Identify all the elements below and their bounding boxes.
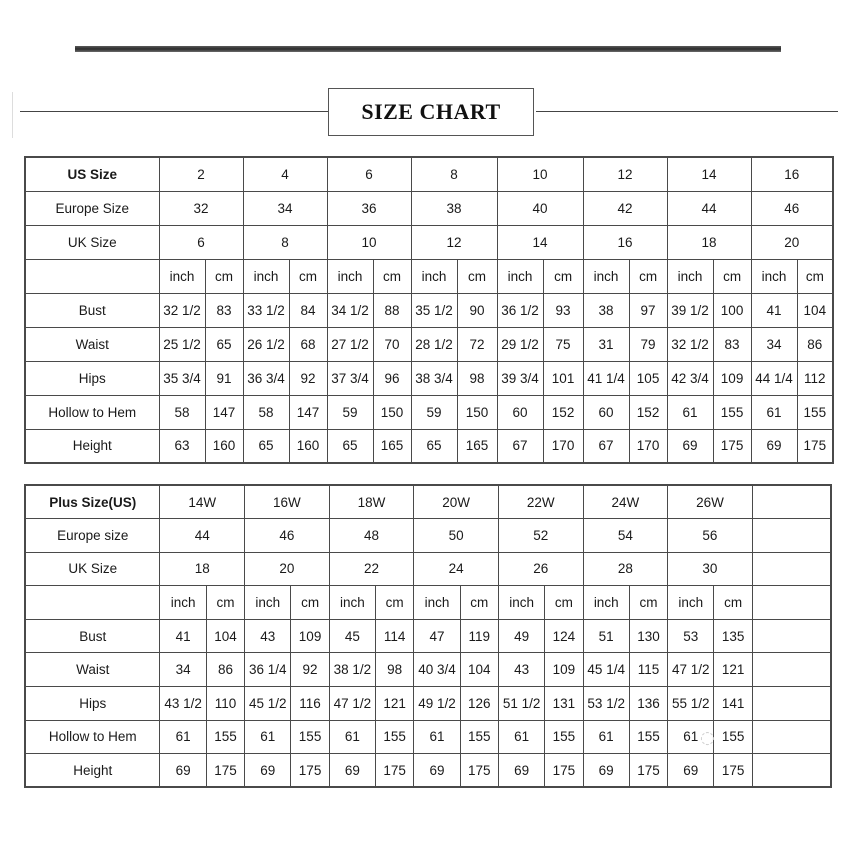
- measurement-value: 147: [205, 395, 243, 429]
- measurement-value: 175: [797, 429, 833, 463]
- measurement-value: 25 1/2: [159, 327, 205, 361]
- measurement-label: Hips: [25, 361, 159, 395]
- measurement-value: 104: [797, 293, 833, 327]
- measurement-value: 61: [583, 720, 629, 754]
- measurement-value: 27 1/2: [327, 327, 373, 361]
- measurement-value: 65: [327, 429, 373, 463]
- uk-size-cell: 28: [583, 552, 668, 586]
- measurement-value: 61: [414, 720, 460, 754]
- measurement-value: 69: [245, 754, 291, 788]
- unit-cm-cell: cm: [206, 586, 244, 620]
- uk-size-cell: 14: [497, 225, 583, 259]
- measurement-value: 119: [460, 619, 498, 653]
- measurement-value: 34: [751, 327, 797, 361]
- measurement-value: 65: [205, 327, 243, 361]
- measurement-value: 51: [583, 619, 629, 653]
- measurement-value: 152: [629, 395, 667, 429]
- uk-size-row: [25, 552, 831, 586]
- unit-cm-cell: cm: [460, 586, 498, 620]
- europe-size-cell: 54: [583, 519, 668, 553]
- measurement-value: 96: [373, 361, 411, 395]
- uk-size-cell: 8: [243, 225, 327, 259]
- measurement-row: [25, 619, 831, 653]
- measurement-value: 34: [160, 653, 206, 687]
- measurement-row: [25, 395, 833, 429]
- measurement-value: 160: [205, 429, 243, 463]
- size-header-cell: 6: [327, 157, 411, 191]
- measurement-value: 43: [245, 619, 291, 653]
- size-header-cell: 10: [497, 157, 583, 191]
- measurement-value: 90: [457, 293, 497, 327]
- measurement-value: 68: [289, 327, 327, 361]
- measurement-value: 155: [713, 395, 751, 429]
- blank-cell: [752, 586, 831, 620]
- measurement-label: Bust: [25, 293, 159, 327]
- measurement-value: 86: [797, 327, 833, 361]
- measurement-value: 65: [411, 429, 457, 463]
- blank-cell: [752, 619, 831, 653]
- europe-size-cell: 38: [411, 191, 497, 225]
- measurement-value: 155: [545, 720, 583, 754]
- europe-size-row: [25, 191, 833, 225]
- uk-size-cell: 18: [667, 225, 751, 259]
- blank-cell: [752, 754, 831, 788]
- size-row: [25, 157, 833, 191]
- unit-inch-cell: inch: [245, 586, 291, 620]
- measurement-value: 155: [797, 395, 833, 429]
- measurement-value: 175: [460, 754, 498, 788]
- europe-size-cell: 40: [497, 191, 583, 225]
- measurement-value: 165: [457, 429, 497, 463]
- measurement-value: 53: [668, 619, 714, 653]
- size-row: [25, 485, 831, 519]
- uk-size-label: UK Size: [25, 225, 159, 259]
- unit-inch-cell: inch: [159, 259, 205, 293]
- unit-inch-cell: inch: [498, 586, 544, 620]
- measurement-value: 59: [411, 395, 457, 429]
- top-decorative-band: [75, 46, 781, 52]
- measurement-label: Waist: [25, 653, 160, 687]
- measurement-value: 100: [713, 293, 751, 327]
- measurement-value: 38: [583, 293, 629, 327]
- uk-size-cell: 24: [414, 552, 499, 586]
- measurement-value: 155: [291, 720, 329, 754]
- measurement-value: 60: [497, 395, 543, 429]
- measurement-value: 26 1/2: [243, 327, 289, 361]
- europe-size-label: Europe Size: [25, 191, 159, 225]
- measurement-row: [25, 687, 831, 721]
- size-header-cell: 22W: [498, 485, 583, 519]
- measurement-value: 121: [714, 653, 752, 687]
- measurement-value: 70: [373, 327, 411, 361]
- measurement-value: 175: [291, 754, 329, 788]
- measurement-value: 98: [376, 653, 414, 687]
- unit-cm-cell: cm: [629, 586, 667, 620]
- measurement-row: [25, 429, 833, 463]
- title-rule-left: [20, 111, 328, 112]
- size-header-cell: 4: [243, 157, 327, 191]
- measurement-value: 65: [243, 429, 289, 463]
- measurement-value: 42 3/4: [667, 361, 713, 395]
- measurement-value: 61: [329, 720, 375, 754]
- measurement-value: 88: [373, 293, 411, 327]
- measurement-value: 49: [498, 619, 544, 653]
- measurement-value: 36 1/2: [497, 293, 543, 327]
- measurement-label: Waist: [25, 327, 159, 361]
- size-header-cell: 16: [751, 157, 833, 191]
- unit-inch-cell: inch: [414, 586, 460, 620]
- size-header-cell: 16W: [245, 485, 330, 519]
- unit-cm-cell: cm: [545, 586, 583, 620]
- blank-cell: [752, 653, 831, 687]
- europe-size-cell: 36: [327, 191, 411, 225]
- measurement-value: 69: [751, 429, 797, 463]
- unit-row: [25, 586, 831, 620]
- size-label: US Size: [25, 157, 159, 191]
- measurement-value: 86: [206, 653, 244, 687]
- measurement-value: 135: [714, 619, 752, 653]
- measurement-value: 67: [497, 429, 543, 463]
- unit-inch-cell: inch: [583, 259, 629, 293]
- measurement-value: 43 1/2: [160, 687, 206, 721]
- measurement-value: 45 1/4: [583, 653, 629, 687]
- measurement-label: Bust: [25, 619, 160, 653]
- measurement-value: 61: [668, 720, 714, 754]
- size-chart-title: SIZE CHART: [328, 88, 534, 136]
- measurement-value: 69: [583, 754, 629, 788]
- measurement-value: 114: [376, 619, 414, 653]
- title-rule-right: [536, 111, 838, 112]
- measurement-value: 147: [289, 395, 327, 429]
- size-header-cell: 14W: [160, 485, 245, 519]
- measurement-value: 150: [373, 395, 411, 429]
- measurement-value: 40 3/4: [414, 653, 460, 687]
- measurement-row: [25, 653, 831, 687]
- measurement-value: 136: [629, 687, 667, 721]
- uk-size-cell: 20: [245, 552, 330, 586]
- measurement-value: 35 3/4: [159, 361, 205, 395]
- measurement-value: 79: [629, 327, 667, 361]
- unit-cm-cell: cm: [457, 259, 497, 293]
- measurement-value: 175: [376, 754, 414, 788]
- measurement-value: 37 3/4: [327, 361, 373, 395]
- unit-inch-cell: inch: [583, 586, 629, 620]
- measurement-value: 45 1/2: [245, 687, 291, 721]
- measurement-value: 92: [289, 361, 327, 395]
- measurement-value: 69: [329, 754, 375, 788]
- measurement-value: 69: [414, 754, 460, 788]
- europe-size-cell: 32: [159, 191, 243, 225]
- measurement-value: 92: [291, 653, 329, 687]
- measurement-value: 152: [543, 395, 583, 429]
- unit-inch-cell: inch: [329, 586, 375, 620]
- measurement-value: 33 1/2: [243, 293, 289, 327]
- blank-cell: [752, 485, 831, 519]
- measurement-value: 60: [583, 395, 629, 429]
- measurement-value: 58: [159, 395, 205, 429]
- europe-size-row: [25, 519, 831, 553]
- europe-size-cell: 44: [160, 519, 245, 553]
- measurement-value: 55 1/2: [668, 687, 714, 721]
- unit-row: [25, 259, 833, 293]
- blank-cell: [752, 519, 831, 553]
- uk-size-cell: 10: [327, 225, 411, 259]
- size-header-cell: 24W: [583, 485, 668, 519]
- measurement-value: 41: [160, 619, 206, 653]
- europe-size-cell: 34: [243, 191, 327, 225]
- size-header-cell: 26W: [668, 485, 753, 519]
- uk-size-cell: 6: [159, 225, 243, 259]
- measurement-value: 84: [289, 293, 327, 327]
- measurement-value: 170: [629, 429, 667, 463]
- unit-inch-cell: inch: [497, 259, 543, 293]
- size-header-cell: 14: [667, 157, 751, 191]
- measurement-value: 155: [629, 720, 667, 754]
- uk-size-cell: 26: [498, 552, 583, 586]
- size-label: Plus Size(US): [25, 485, 160, 519]
- measurement-value: 31: [583, 327, 629, 361]
- measurement-value: 69: [667, 429, 713, 463]
- uk-size-label: UK Size: [25, 552, 160, 586]
- measurement-label: Height: [25, 429, 159, 463]
- measurement-value: 47 1/2: [668, 653, 714, 687]
- europe-size-cell: 46: [245, 519, 330, 553]
- unit-inch-cell: inch: [668, 586, 714, 620]
- measurement-value: 36 3/4: [243, 361, 289, 395]
- measurement-value: 124: [545, 619, 583, 653]
- measurement-value: 47 1/2: [329, 687, 375, 721]
- measurement-value: 141: [714, 687, 752, 721]
- uk-size-cell: 12: [411, 225, 497, 259]
- measurement-label: Hollow to Hem: [25, 720, 160, 754]
- measurement-value: 109: [545, 653, 583, 687]
- measurement-value: 72: [457, 327, 497, 361]
- uk-size-row: [25, 225, 833, 259]
- uk-size-cell: 20: [751, 225, 833, 259]
- size-header-cell: 20W: [414, 485, 499, 519]
- unit-cm-cell: cm: [291, 586, 329, 620]
- unit-inch-cell: inch: [667, 259, 713, 293]
- measurement-value: 36 1/4: [245, 653, 291, 687]
- unit-cm-cell: cm: [713, 259, 751, 293]
- measurement-value: 175: [714, 754, 752, 788]
- unit-row-label: [25, 586, 160, 620]
- measurement-value: 155: [376, 720, 414, 754]
- unit-inch-cell: inch: [751, 259, 797, 293]
- unit-cm-cell: cm: [629, 259, 667, 293]
- unit-cm-cell: cm: [289, 259, 327, 293]
- measurement-value: 155: [206, 720, 244, 754]
- measurement-value: 28 1/2: [411, 327, 457, 361]
- measurement-row: [25, 293, 833, 327]
- measurement-value: 63: [159, 429, 205, 463]
- measurement-value: 69: [668, 754, 714, 788]
- measurement-value: 39 1/2: [667, 293, 713, 327]
- measurement-value: 165: [373, 429, 411, 463]
- measurement-value: 29 1/2: [497, 327, 543, 361]
- measurement-value: 61: [245, 720, 291, 754]
- measurement-label: Height: [25, 754, 160, 788]
- measurement-value: 61: [667, 395, 713, 429]
- measurement-value: 61: [751, 395, 797, 429]
- measurement-row: [25, 327, 833, 361]
- us-size-table: [24, 156, 834, 464]
- watermark: ◌: [700, 728, 715, 748]
- measurement-value: 126: [460, 687, 498, 721]
- measurement-value: 109: [291, 619, 329, 653]
- measurement-value: 104: [206, 619, 244, 653]
- left-edge-divider: [12, 92, 13, 138]
- measurement-value: 32 1/2: [667, 327, 713, 361]
- uk-size-cell: 18: [160, 552, 245, 586]
- measurement-value: 109: [713, 361, 751, 395]
- measurement-value: 75: [543, 327, 583, 361]
- measurement-value: 61: [160, 720, 206, 754]
- uk-size-cell: 16: [583, 225, 667, 259]
- measurement-value: 175: [713, 429, 751, 463]
- measurement-row: [25, 361, 833, 395]
- europe-size-label: Europe size: [25, 519, 160, 553]
- measurement-value: 121: [376, 687, 414, 721]
- unit-cm-cell: cm: [797, 259, 833, 293]
- uk-size-cell: 30: [668, 552, 753, 586]
- measurement-value: 175: [545, 754, 583, 788]
- europe-size-cell: 48: [329, 519, 414, 553]
- europe-size-cell: 42: [583, 191, 667, 225]
- measurement-value: 175: [206, 754, 244, 788]
- measurement-value: 53 1/2: [583, 687, 629, 721]
- measurement-value: 58: [243, 395, 289, 429]
- measurement-value: 155: [714, 720, 752, 754]
- unit-inch-cell: inch: [411, 259, 457, 293]
- blank-cell: [752, 720, 831, 754]
- measurement-value: 44 1/4: [751, 361, 797, 395]
- uk-size-cell: 22: [329, 552, 414, 586]
- measurement-value: 105: [629, 361, 667, 395]
- measurement-value: 83: [713, 327, 751, 361]
- measurement-value: 34 1/2: [327, 293, 373, 327]
- measurement-value: 67: [583, 429, 629, 463]
- unit-cm-cell: cm: [373, 259, 411, 293]
- size-header-cell: 12: [583, 157, 667, 191]
- measurement-row: [25, 754, 831, 788]
- unit-inch-cell: inch: [160, 586, 206, 620]
- europe-size-cell: 56: [668, 519, 753, 553]
- measurement-value: 91: [205, 361, 243, 395]
- size-header-cell: 18W: [329, 485, 414, 519]
- measurement-value: 69: [160, 754, 206, 788]
- europe-size-cell: 50: [414, 519, 499, 553]
- blank-cell: [752, 687, 831, 721]
- measurement-value: 112: [797, 361, 833, 395]
- measurement-value: 45: [329, 619, 375, 653]
- unit-cm-cell: cm: [543, 259, 583, 293]
- unit-cm-cell: cm: [205, 259, 243, 293]
- measurement-value: 49 1/2: [414, 687, 460, 721]
- measurement-value: 41: [751, 293, 797, 327]
- measurement-value: 115: [629, 653, 667, 687]
- measurement-value: 59: [327, 395, 373, 429]
- measurement-value: 170: [543, 429, 583, 463]
- measurement-value: 51 1/2: [498, 687, 544, 721]
- measurement-label: Hips: [25, 687, 160, 721]
- measurement-value: 130: [629, 619, 667, 653]
- size-header-cell: 2: [159, 157, 243, 191]
- unit-row-label: [25, 259, 159, 293]
- measurement-value: 43: [498, 653, 544, 687]
- unit-inch-cell: inch: [243, 259, 289, 293]
- measurement-label: Hollow to Hem: [25, 395, 159, 429]
- measurement-value: 160: [289, 429, 327, 463]
- unit-inch-cell: inch: [327, 259, 373, 293]
- europe-size-cell: 52: [498, 519, 583, 553]
- size-header-cell: 8: [411, 157, 497, 191]
- unit-cm-cell: cm: [714, 586, 752, 620]
- measurement-value: 69: [498, 754, 544, 788]
- measurement-value: 101: [543, 361, 583, 395]
- unit-cm-cell: cm: [376, 586, 414, 620]
- measurement-value: 38 3/4: [411, 361, 457, 395]
- measurement-value: 131: [545, 687, 583, 721]
- measurement-value: 93: [543, 293, 583, 327]
- measurement-value: 35 1/2: [411, 293, 457, 327]
- measurement-value: 41 1/4: [583, 361, 629, 395]
- measurement-value: 39 3/4: [497, 361, 543, 395]
- europe-size-cell: 44: [667, 191, 751, 225]
- measurement-value: 104: [460, 653, 498, 687]
- measurement-value: 98: [457, 361, 497, 395]
- measurement-value: 110: [206, 687, 244, 721]
- measurement-value: 47: [414, 619, 460, 653]
- measurement-value: 175: [629, 754, 667, 788]
- measurement-value: 38 1/2: [329, 653, 375, 687]
- europe-size-cell: 46: [751, 191, 833, 225]
- blank-cell: [752, 552, 831, 586]
- measurement-value: 32 1/2: [159, 293, 205, 327]
- measurement-value: 116: [291, 687, 329, 721]
- measurement-value: 97: [629, 293, 667, 327]
- measurement-value: 61: [498, 720, 544, 754]
- measurement-value: 83: [205, 293, 243, 327]
- measurement-value: 150: [457, 395, 497, 429]
- measurement-value: 155: [460, 720, 498, 754]
